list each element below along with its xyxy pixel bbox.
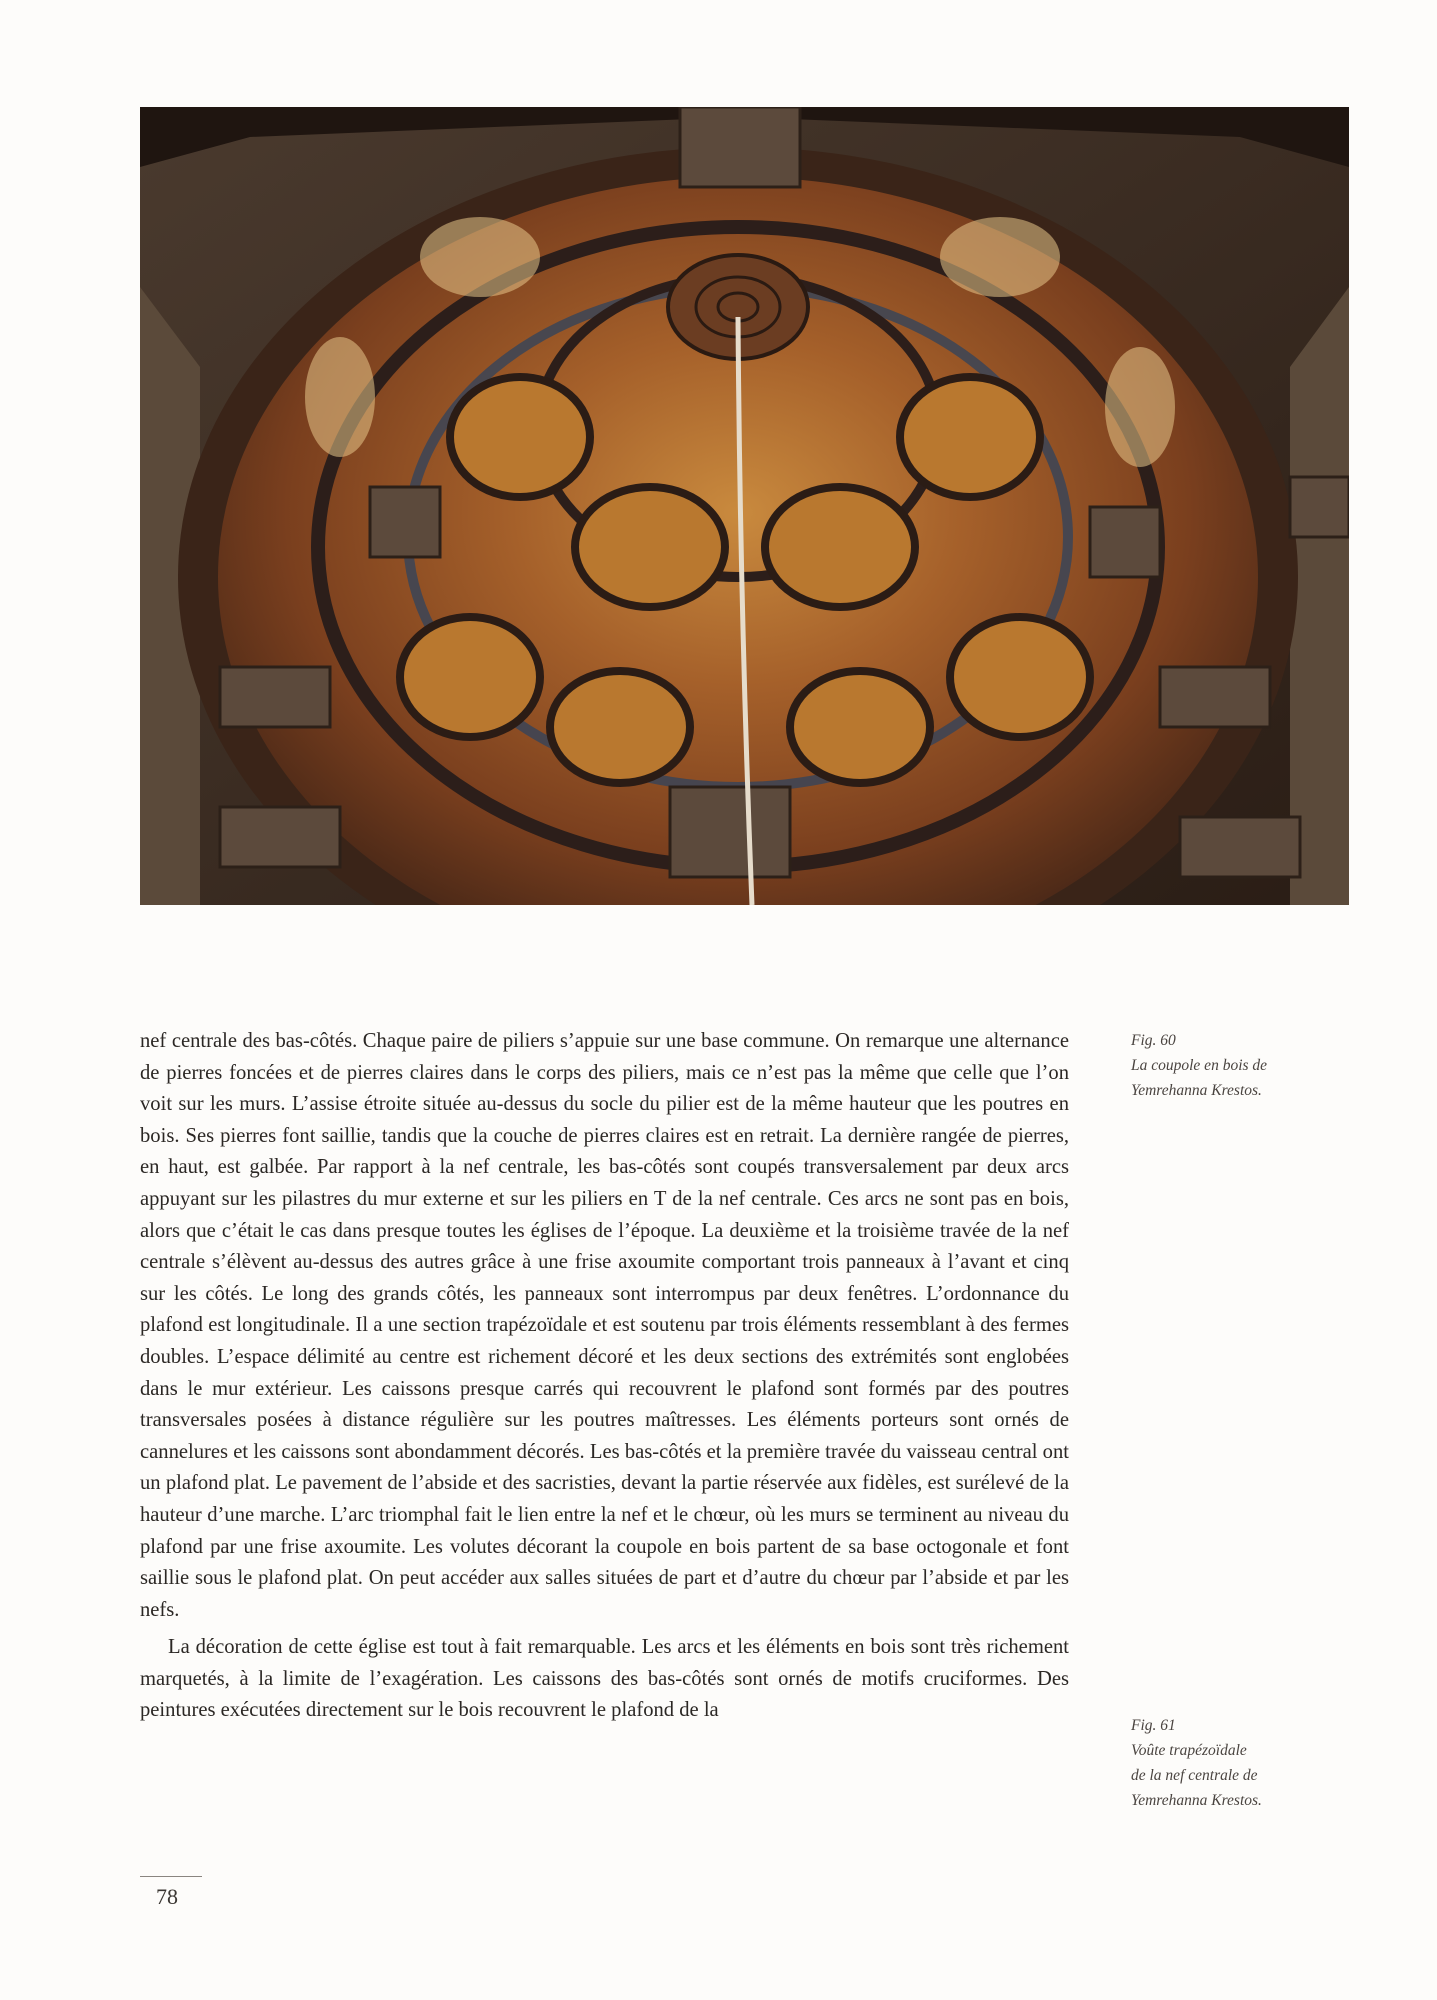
fig61-line2: de la nef centrale de (1131, 1767, 1258, 1784)
dome-image (140, 107, 1349, 905)
dome-photograph (140, 107, 1349, 905)
body-text (140, 1026, 1069, 1727)
footer-rule (140, 1876, 202, 1877)
body-paragraph-1: nef centrale des bas-côtés. Chaque paire de piliers s’appuie sur une base commune. On remarque une alternance de pierres foncées et de pierres claires dans le corps des piliers, mais ce n’est pas la même que celle que l’on voit sur les murs. L’assise étroite située au-dessus du socle du pilier est de la même hauteur que les poutres en bois. Ses pierres font saillie, tandis que la couche de pierres claires est en retrait. La dernière rangée de pierres, en haut, est galbée. Par rapport à la nef centrale, les bas-côtés sont coupés transversalement par deux arcs appuyant sur les pilastres du mur externe et sur les piliers en T de la nef centrale. Ces arcs ne sont pas en bois, alors que c’était le cas dans presque toutes les églises de l’époque. La deuxième et la troisième travée de la nef centrale s’élèvent au-dessus des autres grâce à une frise axoumite comportant trois panneaux à l’avant et cinq sur les côtés. Le long des grands côtés, les panneaux sont interrompus par deux fenêtres. L’ordonnance du plafond est longitudinale. Il a une section trapézoïdale et est soutenu par trois éléments ressemblant à des fermes doubles. L’espace délimité au centre est richement décoré et les deux sections des extrémités sont englobées dans le mur extérieur. Les caissons presque carrés qui recouvrent le plafond sont formés par des poutres transversales posées à distance régulière sur les poutres maîtresses. Les éléments porteurs sont ornés de cannelures et les caissons sont abondamment décorés. Les bas-côtés et la première travée du vaisseau central ont un plafond plat. Le pavement de l’abside et des sacristies, devant la partie réservée aux fidèles, est surélevé de la hauteur d’une marche. L’arc triomphal fait le lien entre la nef et le chœur, où les murs se terminent au niveau du plafond par une frise axoumite. Les volutes décorant la coupole en bois partent de sa base octogonale et font saillie sous le plafond plat. On peut accéder aux salles situées de part et d’autre du chœur par l’abside et par les nefs. (140, 1030, 1069, 1621)
figure-60-caption (1131, 1028, 1311, 1103)
fig60-line2: Yemrehanna Krestos. (1131, 1082, 1262, 1099)
fig60-label: Fig. 60 (1131, 1032, 1176, 1049)
fig61-line3: Yemrehanna Krestos. (1131, 1792, 1262, 1809)
figure-61-caption (1131, 1713, 1311, 1813)
fig61-line1: Voûte trapézoïdale (1131, 1742, 1247, 1759)
body-paragraph-2: La décoration de cette église est tout à fait remarquable. Les arcs et les éléments en bois sont très richement marquetés, à la limite de l’exagération. Les caissons des bas-côtés sont ornés de motifs cruciformes. Des peintures exécutées directement sur le bois recouvrent le plafond de la (140, 1636, 1069, 1722)
fig61-label: Fig. 61 (1131, 1717, 1176, 1734)
fig60-line1: La coupole en bois de (1131, 1057, 1268, 1074)
page-number: 78 (156, 1884, 178, 1909)
